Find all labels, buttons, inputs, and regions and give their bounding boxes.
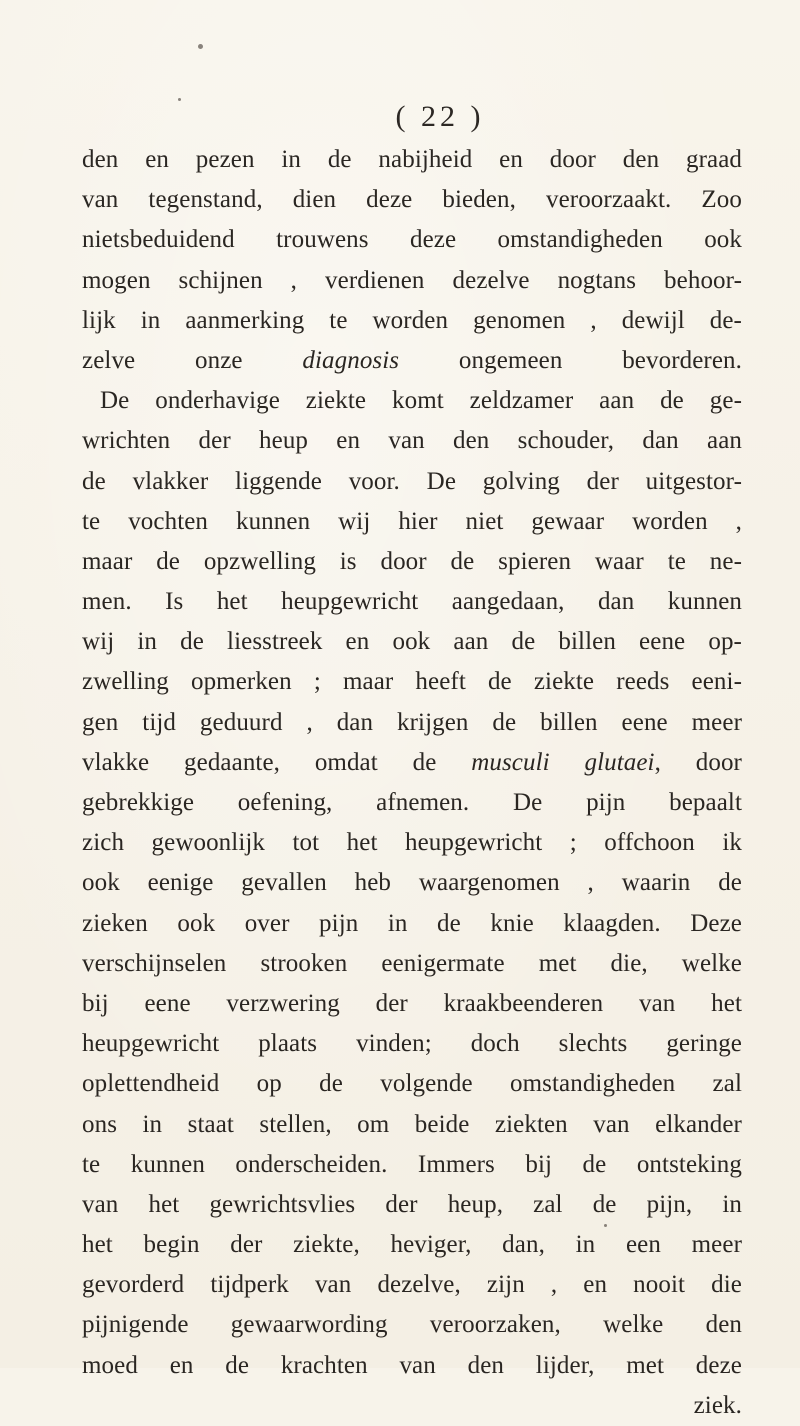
text-line: moed en de krachten van den lijder, met deze bbox=[82, 1351, 742, 1379]
text-line: van het gewrichtsvlies der heup, zal de pijn, in bbox=[82, 1190, 742, 1218]
text-segment: , door bbox=[654, 748, 742, 776]
text-line: mogen schijnen , verdienen dezelve nogtans behoor- bbox=[82, 266, 742, 294]
text-line: de vlakker liggende voor. De golving der uitgestor- bbox=[82, 467, 742, 495]
text-line: van tegenstand, dien deze bieden, veroorzaakt. Zoo bbox=[82, 186, 742, 214]
text-line bbox=[82, 743, 742, 783]
italic-term: diagnosis bbox=[302, 346, 400, 374]
text-line: zich gewoonlijk tot het heupgewricht ; offchoon ik bbox=[82, 829, 742, 857]
text-line: gebrekkige oefening, afnemen. De pijn bepaalt bbox=[82, 789, 742, 816]
text-line: zwelling opmerken ; maar heeft de ziekte reeds eeni- bbox=[82, 668, 742, 696]
page-number: ( 22 ) bbox=[395, 100, 485, 133]
text-line: heupgewricht plaats vinden; doch slechts geringe bbox=[82, 1030, 742, 1058]
text-line: te vochten kunnen wij hier niet gewaar worden , bbox=[82, 507, 742, 535]
text-line: gevorderd tijdperk van dezelve, zijn , en nooit die bbox=[82, 1271, 742, 1299]
text-line: De onderhavige ziekte komt zeldzamer aan de ge- bbox=[100, 387, 742, 415]
text-line: ziek. bbox=[693, 1391, 742, 1419]
text-line: het begin der ziekte, heviger, dan, in een meer bbox=[82, 1231, 742, 1259]
text-segment: zelve onze bbox=[82, 346, 303, 374]
text-line: den en pezen in de nabijheid en door den graad bbox=[82, 146, 742, 173]
text-line: ons in staat stellen, om beide ziekten van elkander bbox=[82, 1110, 742, 1138]
text-line: wij in de liesstreek en ook aan de billen eene op- bbox=[82, 628, 742, 656]
text-line: men. Is het heupgewricht aangedaan, dan kunnen bbox=[82, 588, 742, 616]
body-text bbox=[82, 140, 742, 1426]
text-segment: ongemeen bevorderen. bbox=[399, 346, 742, 374]
ink-speck bbox=[198, 44, 203, 49]
text-line: lijk in aanmerking te worden genomen , dewijl de- bbox=[82, 306, 742, 334]
text-line: te kunnen onderscheiden. Immers bij de ontsteking bbox=[82, 1150, 742, 1178]
text-line: zieken ook over pijn in de knie klaagden. Deze bbox=[82, 909, 742, 937]
text-line: verschijnselen strooken eenigermate met die, welke bbox=[82, 949, 742, 977]
text-segment: vlakke gedaante, omdat de bbox=[82, 748, 472, 776]
text-line: pijnigende gewaarwording veroorzaken, welke den bbox=[82, 1311, 742, 1339]
text-line: gen tijd geduurd , dan krijgen de billen eene meer bbox=[82, 708, 742, 736]
text-line: nietsbeduidend trouwens deze omstandigheden ook bbox=[82, 226, 742, 254]
text-line: wrichten der heup en van den schouder, dan aan bbox=[82, 427, 742, 455]
italic-term: musculi glutaei bbox=[471, 748, 655, 776]
text-line: bij eene verzwering der kraakbeenderen van het bbox=[82, 989, 742, 1017]
text-line bbox=[82, 341, 742, 381]
text-line: maar de opzwelling is door de spieren waar te ne- bbox=[82, 547, 742, 575]
text-line: ook eenige gevallen heb waargenomen , waarin de bbox=[82, 869, 742, 897]
text-line: oplettendheid op de volgende omstandigheden zal bbox=[82, 1070, 742, 1098]
ink-speck bbox=[178, 98, 181, 101]
